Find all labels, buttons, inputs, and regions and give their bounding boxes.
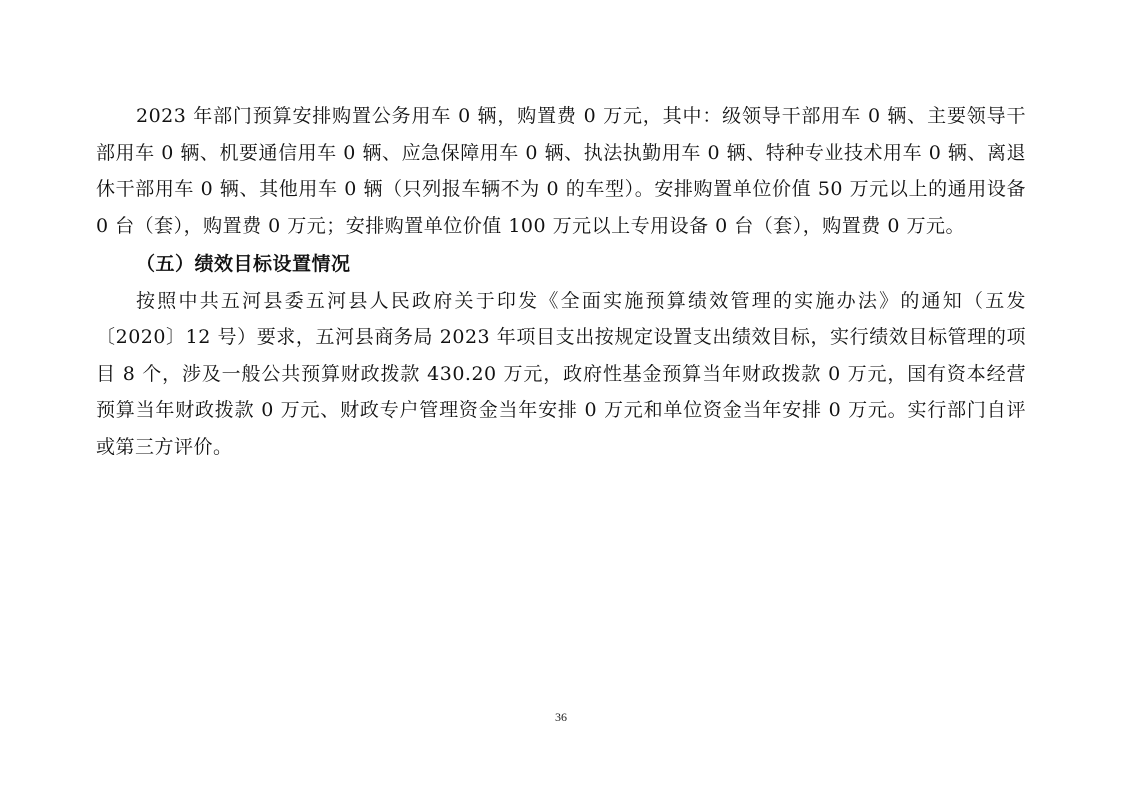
- page-content: [96, 98, 1026, 465]
- section-heading-performance-goals: （五）绩效目标设置情况: [136, 253, 351, 275]
- paragraph-performance-goals: 按照中共五河县委五河县人民政府关于印发《全面实施预算绩效管理的实施办法》的通知（五发〔2020〕12 号）要求，五河县商务局 2023 年项目支出按规定设置支出绩效目标，实行绩效目标管理的项目 8 个，涉及一般公共预算财政拨款 430.20 万元，政府性基金预算当年财政拨款 0 万元，国有资本经营预算当年财政拨款 0 万元、财政专户管理资金当年安排 0 万元和单位资金当年安排 0 万元。实行部门自评或第三方评价。: [96, 289, 1026, 458]
- page-number: 36: [555, 710, 567, 724]
- paragraph-vehicle-purchase: 2023 年部门预算安排购置公务用车 0 辆，购置费 0 万元，其中：级领导干部用车 0 辆、主要领导干部用车 0 辆、机要通信用车 0 辆、应急保障用车 0 辆、执法执勤用车 0 辆、特种专业技术用车 0 辆、离退休干部用车 0 辆、其他用车 0 辆（只列报车辆不为 0 的车型）。安排购置单位价值 50 万元以上的通用设备 0 台（套），购置费 0 万元；安排购置单位价值 100 万元以上专用设备 0 台（套），购置费 0 万元。: [96, 105, 1026, 237]
